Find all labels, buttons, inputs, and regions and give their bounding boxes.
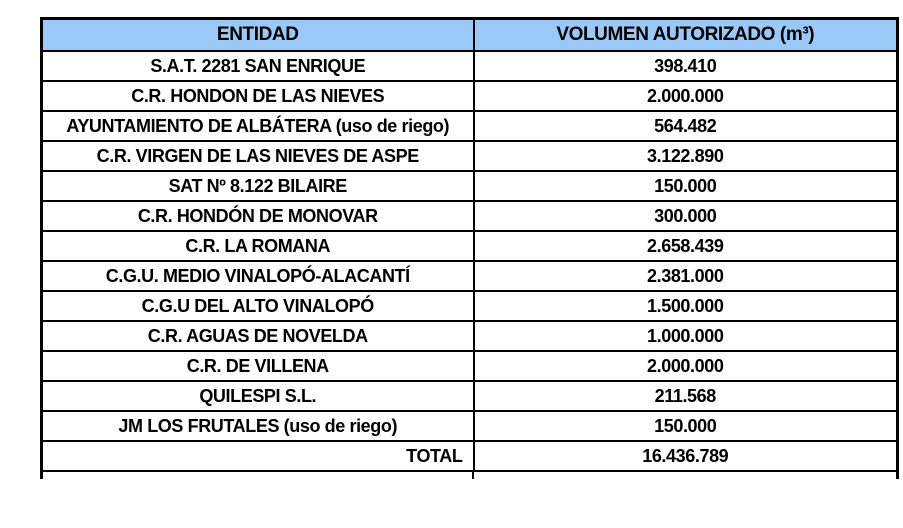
cutoff-border-stub-left [40, 472, 43, 479]
table-row [42, 381, 898, 411]
table-row [42, 201, 898, 231]
cutoff-border-stub-right [896, 472, 899, 479]
volume-cell: 398.410 [474, 51, 898, 81]
entity-cell: SAT Nº 8.122 BILAIRE [42, 171, 474, 201]
entity-cell: JM LOS FRUTALES (uso de riego) [42, 411, 474, 441]
volume-cell: 211.568 [474, 381, 898, 411]
entity-cell: C.G.U DEL ALTO VINALOPÓ [42, 291, 474, 321]
header-row [42, 19, 898, 52]
table-row [42, 261, 898, 291]
table-row [42, 141, 898, 171]
table-row [42, 291, 898, 321]
table-row [42, 411, 898, 441]
header-volumen-autorizado: VOLUMEN AUTORIZADO (m³) [474, 19, 898, 52]
entity-cell: S.A.T. 2281 SAN ENRIQUE [42, 51, 474, 81]
total-row [42, 441, 898, 471]
volume-cell: 564.482 [474, 111, 898, 141]
table-row [42, 51, 898, 81]
volume-cell: 2.000.000 [474, 351, 898, 381]
table-header [42, 19, 898, 52]
table-row [42, 171, 898, 201]
volume-cell: 150.000 [474, 171, 898, 201]
entity-cell: C.R. HONDON DE LAS NIEVES [42, 81, 474, 111]
entity-cell: C.R. LA ROMANA [42, 231, 474, 261]
entity-cell: C.R. AGUAS DE NOVELDA [42, 321, 474, 351]
volume-cell: 300.000 [474, 201, 898, 231]
entity-cell: AYUNTAMIENTO DE ALBÁTERA (uso de riego) [42, 111, 474, 141]
volume-cell: 3.122.890 [474, 141, 898, 171]
volume-cell: 2.000.000 [474, 81, 898, 111]
entity-cell: C.R. VIRGEN DE LAS NIEVES DE ASPE [42, 141, 474, 171]
table-row [42, 111, 898, 141]
table-row [42, 321, 898, 351]
entity-cell: QUILESPI S.L. [42, 381, 474, 411]
entity-cell: C.R. DE VILLENA [42, 351, 474, 381]
volume-cell: 1.000.000 [474, 321, 898, 351]
volume-cell: 1.500.000 [474, 291, 898, 321]
table-body [42, 51, 898, 471]
volume-cell: 2.658.439 [474, 231, 898, 261]
total-value-cell: 16.436.789 [474, 441, 898, 471]
table-row [42, 231, 898, 261]
entity-cell: C.G.U. MEDIO VINALOPÓ-ALACANTÍ [42, 261, 474, 291]
entity-cell: C.R. HONDÓN DE MONOVAR [42, 201, 474, 231]
cutoff-border-stub-middle [472, 472, 474, 479]
volume-cell: 150.000 [474, 411, 898, 441]
authorized-volume-table [40, 17, 899, 472]
total-label-cell: TOTAL [42, 441, 474, 471]
table-row [42, 81, 898, 111]
header-entidad: ENTIDAD [42, 19, 474, 52]
authorized-volume-table-sheet [40, 17, 899, 472]
table-row [42, 351, 898, 381]
volume-cell: 2.381.000 [474, 261, 898, 291]
